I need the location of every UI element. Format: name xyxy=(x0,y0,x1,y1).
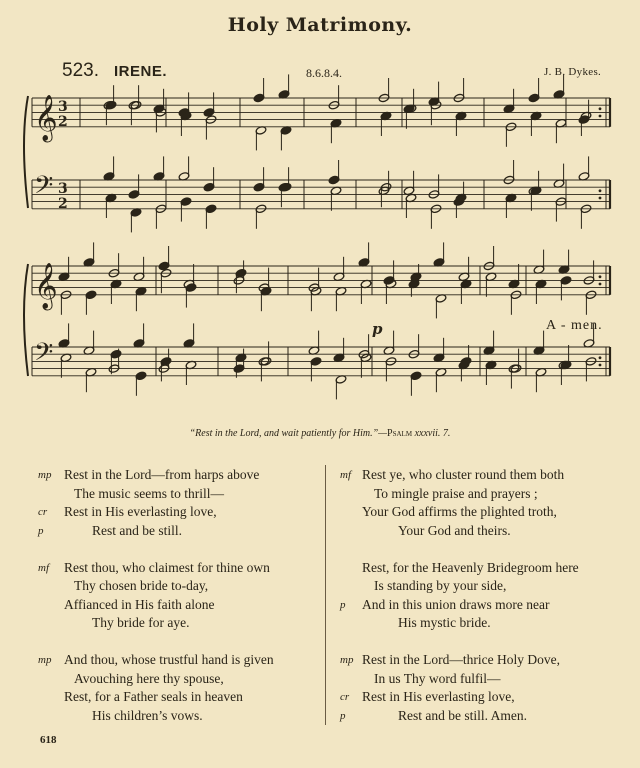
verses-right-column xyxy=(340,466,635,744)
treble-clef: 𝄞 xyxy=(34,94,58,141)
epigraph-ref-num: xxxvii. 7. xyxy=(414,428,451,439)
verse-line xyxy=(38,485,328,504)
meter: 8.6.8.4. xyxy=(306,66,342,80)
dynamic-marking: mp xyxy=(340,654,354,666)
verse-text: Rest, for the Heavenly Bridegroom here xyxy=(362,559,579,575)
notehead xyxy=(328,175,340,185)
verse-text: His mystic bride. xyxy=(398,615,491,630)
verse-text: And thou, whose trustful hand is given xyxy=(64,652,274,667)
verse-text: Rest in the Lord—thrice Holy Dove, xyxy=(362,652,560,667)
repeat-dot xyxy=(599,283,602,286)
treble-clef: 𝄞 xyxy=(34,262,58,309)
bass-clef: 𝄢 xyxy=(34,171,54,206)
repeat-dot xyxy=(599,197,602,200)
verse-text: To mingle praise and prayers ; xyxy=(374,485,538,501)
verse-line xyxy=(340,651,635,670)
epigraph-text: “Rest in the Lord, and wait patiently for Him.”— xyxy=(189,428,388,439)
notehead xyxy=(460,357,472,367)
stanza xyxy=(38,651,328,725)
stanza xyxy=(38,559,328,633)
verse-line xyxy=(340,614,635,633)
verse-line xyxy=(38,707,328,726)
dynamic-marking: cr xyxy=(340,691,350,703)
notehead xyxy=(185,283,197,293)
epigraph xyxy=(0,428,640,439)
stanza xyxy=(340,651,635,725)
notehead xyxy=(253,93,265,103)
repeat-dot xyxy=(599,275,602,278)
verse-text: His children’s vows. xyxy=(92,707,203,723)
verse-text: The music seems to thrill— xyxy=(74,485,224,501)
notehead xyxy=(235,268,247,278)
notehead xyxy=(253,182,265,192)
repeat-dot xyxy=(599,107,602,110)
stanza xyxy=(340,559,635,633)
verse-line xyxy=(38,614,328,633)
verse-line xyxy=(340,577,635,596)
notehead xyxy=(110,349,122,359)
verse-line xyxy=(38,688,328,707)
system-brace xyxy=(24,264,28,376)
verse-line xyxy=(340,707,635,726)
verse-text: Rest and be still. xyxy=(92,522,182,538)
amen-label: A - men. xyxy=(546,318,603,333)
verse-text: Rest in His everlasting love, xyxy=(64,504,217,519)
dynamic-piano: p xyxy=(372,320,383,338)
verse-line xyxy=(38,577,328,596)
verse-line xyxy=(340,485,635,504)
verse-text: Affianced in His faith alone xyxy=(64,596,215,612)
notehead xyxy=(160,357,172,367)
repeat-dot xyxy=(599,364,602,367)
notehead xyxy=(528,93,540,103)
verse-text: Thy bride for aye. xyxy=(92,615,190,630)
time-signature-top: 3 xyxy=(58,99,68,115)
verse-line xyxy=(340,522,635,541)
epigraph-ref-name: Psalm xyxy=(387,428,413,439)
verses-left-column xyxy=(38,466,328,744)
notehead xyxy=(128,190,140,200)
hymn-number: 523. xyxy=(62,60,99,81)
verse-text: Rest and be still. Amen. xyxy=(398,707,527,723)
notehead xyxy=(180,197,192,207)
verse-text: Rest ye, who cluster round them both xyxy=(362,467,565,482)
tune-name: IRENE. xyxy=(114,63,168,80)
system-brace xyxy=(24,96,28,208)
dynamic-marking: mp xyxy=(38,469,52,481)
verse-line xyxy=(340,559,635,578)
stanza xyxy=(340,466,635,540)
verse-line xyxy=(38,522,328,541)
verse-text: Your God and theirs. xyxy=(398,522,511,538)
notehead xyxy=(85,290,97,300)
notehead xyxy=(205,204,217,214)
verse-text: Your God affirms the plighted troth, xyxy=(362,504,557,519)
repeat-dot xyxy=(599,356,602,359)
verse-line xyxy=(38,559,328,578)
verse-line xyxy=(340,596,635,615)
verse-text: In us Thy word fulfil— xyxy=(374,670,501,686)
verse-text: Rest in the Lord—from harps above xyxy=(64,467,260,482)
verse-line xyxy=(340,503,635,522)
dynamic-marking: mf xyxy=(340,469,351,481)
time-signature-bottom: 2 xyxy=(58,114,68,130)
verse-line xyxy=(38,503,328,522)
notehead xyxy=(310,357,322,367)
bass-clef: 𝄢 xyxy=(34,338,54,373)
verse-line xyxy=(340,688,635,707)
verse-line xyxy=(38,596,328,615)
verse-line xyxy=(340,466,635,485)
verse-text: Thy chosen bride to-day, xyxy=(74,578,209,593)
time-signature-top: 3 xyxy=(58,181,68,197)
verse-text: Rest, for a Father seals in heaven xyxy=(64,689,243,704)
notehead xyxy=(560,276,572,286)
verse-text: And in this union draws more near xyxy=(362,596,550,612)
notehead xyxy=(410,371,422,381)
verse-line xyxy=(38,670,328,689)
stanza xyxy=(38,466,328,540)
notehead xyxy=(135,371,147,381)
time-signature-bottom: 2 xyxy=(58,196,68,212)
verse-text: Rest in His everlasting love, xyxy=(362,689,515,704)
page-title: Holy Matrimony. xyxy=(227,14,413,36)
notehead xyxy=(203,182,215,192)
verse-line xyxy=(38,466,328,485)
repeat-dot xyxy=(599,189,602,192)
verse-line xyxy=(38,651,328,670)
dynamic-marking: mp xyxy=(38,654,52,666)
dynamic-marking: mf xyxy=(38,561,49,574)
verse-line xyxy=(340,670,635,689)
verse-text: Is standing by your side, xyxy=(374,578,507,593)
verse-text: Rest thou, who claimest for thine own xyxy=(64,559,270,575)
repeat-dot xyxy=(599,115,602,118)
page-number: 618 xyxy=(40,734,57,746)
dynamic-marking: p xyxy=(340,709,346,722)
dynamic-marking: p xyxy=(38,524,44,537)
dynamic-marking: p xyxy=(340,598,346,611)
verse-text: Avouching here thy spouse, xyxy=(74,670,224,686)
dynamic-marking: cr xyxy=(38,506,48,518)
notehead xyxy=(233,364,245,374)
composer: J. B. Dykes. xyxy=(544,66,602,78)
